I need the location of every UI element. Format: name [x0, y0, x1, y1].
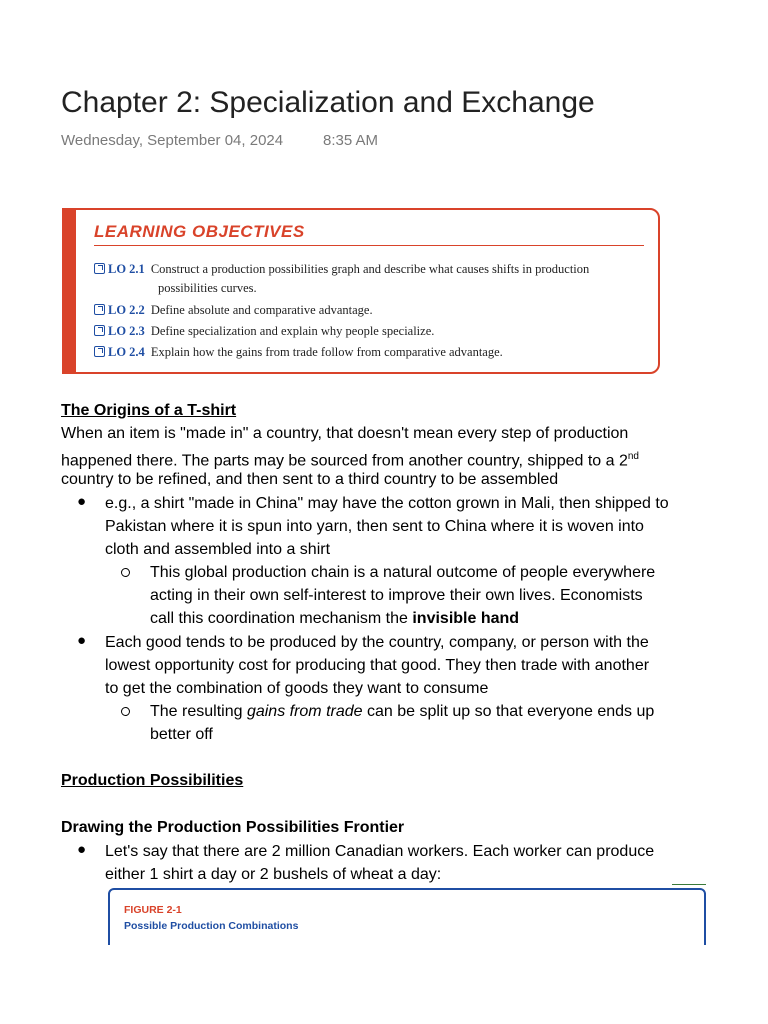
- sub-bullet-text: The resulting: [150, 703, 247, 720]
- page-meta: [61, 132, 379, 149]
- lo-item[interactable]: [94, 303, 373, 318]
- lo-text: Construct a production possibilities graph and describe what causes shifts in production: [150, 262, 590, 276]
- bullet-line: Each good tends to be produced by the country, company, or person with the: [105, 634, 649, 651]
- lo-text: Explain how the gains from trade follow from comparative advantage.: [150, 345, 503, 359]
- external-link-icon[interactable]: [94, 346, 105, 357]
- subheading-ppf: Drawing the Production Possibilities Frontier: [61, 819, 405, 836]
- italic-term: gains from trade: [246, 703, 363, 720]
- lo-code: LO 2.4: [108, 345, 145, 359]
- sub-bullet-text: call this coordination mechanism the: [150, 610, 413, 627]
- figure-caption: Possible Production Combinations: [124, 920, 299, 932]
- external-link-icon[interactable]: [94, 304, 105, 315]
- bullet-dot: ●: [77, 632, 87, 649]
- lo-item[interactable]: [94, 262, 589, 277]
- external-link-icon[interactable]: [94, 263, 105, 274]
- bullet-line: Let's say that there are 2 million Canadian workers. Each worker can produce: [105, 843, 655, 860]
- bold-term: invisible hand: [412, 610, 520, 627]
- paragraph-line: When an item is "made in" a country, that doesn't mean every step of production: [61, 425, 629, 442]
- bullet-dot: ●: [77, 841, 87, 858]
- green-marker-line: [672, 884, 706, 885]
- bullet-line: either 1 shirt a day or 2 bushels of wheat a day:: [105, 866, 442, 883]
- sub-bullet-text: can be split up so that everyone ends up: [362, 703, 655, 720]
- bullet-line: Pakistan where it is spun into yarn, then sent to China where it is woven into: [105, 518, 644, 535]
- page-bottom-blank: [0, 945, 768, 1024]
- page-title: Chapter 2: Specialization and Exchange: [61, 86, 595, 119]
- bullet-line: cloth and assembled into a shirt: [105, 541, 331, 558]
- bullet-line: e.g., a shirt "made in China" may have the cotton grown in Mali, then shipped to: [105, 495, 669, 512]
- bullet-line: to get the combination of goods they want to consume: [105, 680, 489, 697]
- section-heading-origins: The Origins of a T-shirt: [61, 402, 237, 419]
- learning-objectives-box: [62, 208, 660, 374]
- superscript: nd: [627, 451, 639, 462]
- page-time: 8:35 AM: [323, 132, 379, 149]
- lo-item[interactable]: [94, 324, 434, 339]
- lo-text-continuation: possibilities curves.: [158, 281, 257, 295]
- page-date: Wednesday, September 04, 2024: [61, 132, 284, 149]
- lo-text: Define absolute and comparative advantage.: [150, 303, 373, 317]
- section-heading-production: Production Possibilities: [61, 772, 244, 789]
- paragraph-text: happened there. The parts may be sourced from another country, shipped to a 2: [61, 452, 628, 470]
- learning-objectives-rule: [94, 245, 644, 246]
- bullet-line: lowest opportunity cost for producing that good. They then trade with another: [105, 657, 650, 674]
- lo-item[interactable]: [94, 345, 503, 360]
- paragraph-line: country to be refined, and then sent to a third country to be assembled: [61, 471, 559, 488]
- learning-objectives-accent-bar: [62, 208, 76, 374]
- lo-text: Define specialization and explain why people specialize.: [150, 324, 435, 338]
- lo-code: LO 2.2: [108, 303, 145, 317]
- sub-bullet-line: [150, 700, 654, 723]
- sub-bullet-line: acting in their own self-interest to improve their own lives. Economists: [150, 587, 643, 604]
- lo-code: LO 2.3: [108, 324, 145, 338]
- bullet-dot: ●: [77, 493, 87, 510]
- sub-bullet-circle: [121, 707, 130, 716]
- lo-code: LO 2.1: [108, 262, 145, 276]
- sub-bullet-line: [150, 607, 519, 630]
- sub-bullet-line: better off: [150, 726, 213, 743]
- external-link-icon[interactable]: [94, 325, 105, 336]
- learning-objectives-heading: LEARNING OBJECTIVES: [94, 222, 305, 241]
- sub-bullet-circle: [121, 568, 130, 577]
- figure-number: FIGURE 2-1: [124, 904, 182, 916]
- sub-bullet-line: This global production chain is a natural outcome of people everywhere: [150, 564, 656, 581]
